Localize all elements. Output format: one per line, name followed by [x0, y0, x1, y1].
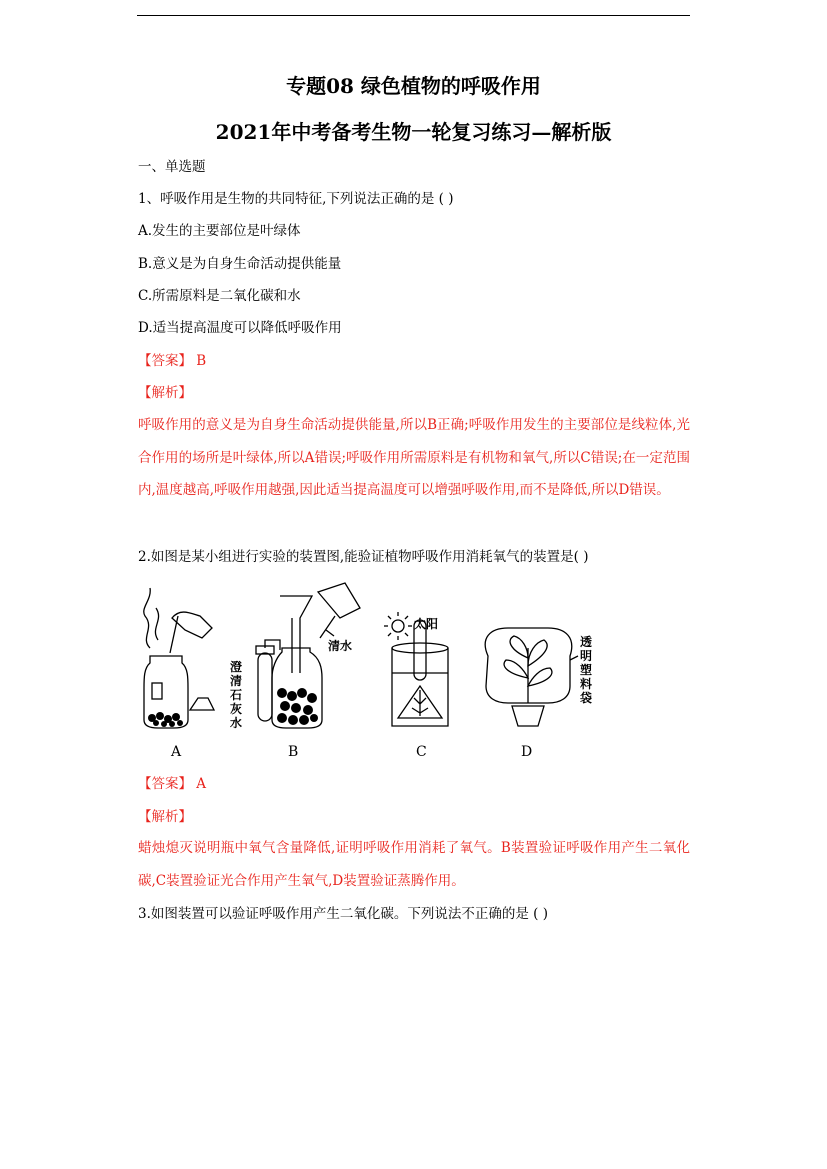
q1-option-c: C.所需原料是二氧化碳和水: [138, 288, 301, 304]
d-bag-label-4: 料: [580, 677, 593, 691]
q2-stem: 2.如图是某小组进行实验的装置图,能验证植物呼吸作用消耗氧气的装置是( ): [138, 549, 589, 565]
d-bag-label-1: 透: [580, 635, 593, 649]
q3-stem: 3.如图装置可以验证呼吸作用产生二氧化碳。下列说法不正确的是 ( ): [138, 906, 548, 922]
q1-option-a: A.发生的主要部位是叶绿体: [138, 223, 301, 239]
apparatus-d: [485, 628, 578, 726]
q1-stem: 1、呼吸作用是生物的共同特征,下列说法正确的是 ( ): [138, 191, 454, 207]
q2-analysis-label: 【解析】: [138, 809, 192, 825]
leaf-3: [504, 660, 528, 678]
d-bag-label-2: 明: [580, 649, 593, 663]
hand-icon: [172, 612, 212, 638]
candle: [152, 683, 162, 699]
leaf-2: [528, 640, 547, 666]
q1-analysis: 呼吸作用的意义是为自身生命活动提供能量,所以B正确;呼吸作用发生的主要部位是线粒体,光合作用的场所是叶绿体,所以A错误;呼吸作用所需原料是有机物和氧气,所以C错误;在一定范围内,温度越高,呼吸作用越强,因此适当提高温度可以增强呼吸作用,而不是降低,所以D错误。: [138, 417, 690, 498]
b-tube-label-2: 清: [230, 674, 243, 688]
q2-answer: 【答案】 A: [138, 776, 207, 792]
q1-analysis-label: 【解析】: [138, 385, 192, 401]
water-pointer: [326, 630, 334, 636]
d-bag-label-5: 袋: [580, 691, 593, 705]
smoke-wisp: [144, 588, 150, 648]
b-tube-label-1: 澄: [230, 660, 243, 674]
leaf-1: [510, 636, 528, 658]
page-subtitle: 2021年中考备考生物一轮复习练习—解析版: [215, 120, 612, 144]
label-c: C: [416, 744, 427, 760]
b-tube-label-3: 石: [230, 688, 243, 702]
q1-option-d: D.适当提高温度可以降低呼吸作用: [138, 320, 342, 336]
label-b: B: [288, 744, 299, 760]
seeds-a: [148, 712, 183, 727]
b-water-label: 清水: [328, 639, 353, 653]
smoke-wisp-2: [155, 608, 158, 640]
c-sun-label: 太阳: [414, 617, 439, 631]
q1-answer: 【答案】 B: [138, 353, 207, 369]
q1-option-b: B.意义是为自身生命活动提供能量: [138, 256, 342, 272]
connector-tube: [265, 640, 280, 650]
q2-figure: [130, 578, 600, 763]
funnel: [280, 596, 312, 673]
d-bag-label-3: 塑: [580, 663, 593, 677]
section-heading: 一、单选题: [138, 159, 206, 175]
page-title: 专题08 绿色植物的呼吸作用: [286, 74, 541, 98]
leaf-4: [528, 668, 552, 686]
bag-pointer: [570, 656, 578, 660]
b-tube-label-4: 灰: [230, 702, 243, 716]
sun-icon: [392, 620, 404, 632]
beaker: [318, 583, 360, 618]
label-a: A: [171, 744, 182, 760]
apparatus-a: [144, 588, 214, 728]
flower-pot: [512, 706, 544, 726]
b-tube-label-5: 水: [230, 716, 243, 730]
seeds-b: [277, 688, 318, 725]
header-rule: [137, 15, 690, 16]
q2-analysis: 蜡烛熄灭说明瓶中氧气含量降低,证明呼吸作用消耗了氧气。B装置验证呼吸作用产生二氧化碳,C装置验证光合作用产生氧气,D装置验证蒸腾作用。: [138, 840, 690, 889]
lid-a: [190, 698, 214, 710]
beaker-c-rim: [392, 643, 448, 653]
test-tube: [258, 653, 272, 721]
label-d: D: [521, 744, 533, 760]
